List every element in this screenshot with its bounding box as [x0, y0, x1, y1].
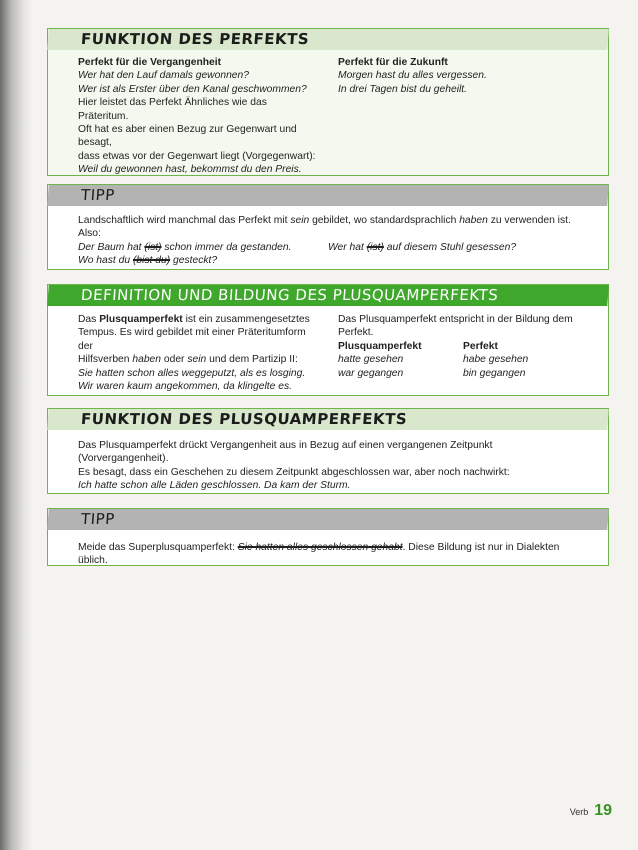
example-line: Sie hatten schon alles weggeputzt, als es losging. — [78, 367, 306, 379]
text-line: Es besagt, dass ein Geschehen zu diesem Zeitpunkt abgeschlossen war, aber noch nachwirkt: — [78, 466, 510, 478]
text-line: Oft hat es aber einen Bezug zur Gegenwart und besagt, — [78, 124, 297, 149]
text-line: dass etwas vor der Gegenwart liegt (Vorgegenwart): — [78, 150, 316, 162]
example-line: Wir waren kaum angekommen, da klingelte es. — [78, 381, 292, 393]
column-heading: Perfekt für die Vergangenheit — [78, 57, 222, 68]
comparison-table — [338, 340, 578, 380]
table-header: Perfekt — [463, 340, 498, 352]
box-title: DEFINITION UND BILDUNG DES PLUSQUAMPERFEKTS — [47, 285, 608, 306]
text-line: Meide das Superplusquamperfekt: Sie hatten alles geschlossen gehabt. Diese Bildung ist nur in Dialekten üblich. — [78, 542, 560, 567]
perfekt-zukunft-column — [318, 56, 578, 177]
perfekt-vergangenheit-column — [78, 56, 318, 177]
page-footer — [570, 802, 612, 820]
box-title: TIPP — [47, 185, 608, 206]
column-heading: Perfekt für die Zukunft — [338, 57, 448, 68]
example-line: Weil du gewonnen hast, bekommst du den Preis. — [78, 164, 302, 176]
tipp-box-1 — [47, 184, 609, 270]
example-line: Morgen hast du alles vergessen. — [338, 70, 487, 82]
table-cell: bin gegangen — [463, 367, 526, 379]
tipp-box-2 — [47, 508, 609, 566]
example-line: Wer hat (ist) auf diesem Stuhl gesessen? — [328, 241, 517, 253]
bildung-column: Das Plusquamperfekt entspricht in der Bildung dem Perfekt. Plusquamperfekt hatte gesehen war gegangen Perfekt habe gesehen bin gegangen — [318, 313, 578, 393]
box-title: FUNKTION DES PLUSQUAMPERFEKTS — [47, 409, 608, 430]
example-line: Wo hast du (bist du) gesteckt? — [78, 255, 218, 267]
page-number: 19 — [594, 802, 612, 819]
example-line: Ich hatte schon alle Läden geschlossen. Da kam der Sturm. — [78, 480, 351, 492]
table-cell: hatte gesehen — [338, 354, 404, 366]
definition-column: Das Plusquamperfekt ist ein zusammengesetztes Tempus. Es wird gebildet mit einer Präteritumform der Hilfsverben haben oder sein und dem Partizip II: Sie hatten schon alles weggeputzt, als es losging. Wir waren kaum angekommen, da klingelte es. — [78, 313, 318, 393]
box-title: FUNKTION DES PERFEKTS — [47, 29, 608, 50]
example-line: Wer ist als Erster über den Kanal geschwommen? — [78, 83, 307, 95]
example-line: Wer hat den Lauf damals gewonnen? — [78, 70, 249, 82]
section-label: Verb — [569, 807, 589, 817]
table-header: Plusquamperfekt — [338, 340, 422, 352]
table-cell: war gegangen — [338, 367, 404, 379]
text-line: Landschaftlich wird manchmal das Perfekt mit sein gebildet, wo standardsprachlich haben zu verwenden ist. Also: — [78, 215, 571, 240]
definition-plusquamperfekt-box — [47, 284, 609, 396]
example-line: In drei Tagen bist du geheilt. — [338, 83, 467, 95]
box-title: TIPP — [47, 509, 608, 530]
page-edge-shadow — [0, 0, 32, 850]
text-line: Hier leistet das Perfekt Ähnliches wie das Präteritum. — [78, 97, 267, 122]
example-line: Der Baum hat (ist) schon immer da gestanden. — [78, 241, 292, 253]
text-line: Das Plusquamperfekt drückt Vergangenheit aus in Bezug auf einen vergangenen Zeitpunkt (Vorvergangenheit). — [78, 440, 493, 465]
funktion-perfekt-box — [47, 28, 609, 176]
funktion-plusquamperfekt-box — [47, 408, 609, 494]
table-cell: habe gesehen — [463, 354, 529, 366]
